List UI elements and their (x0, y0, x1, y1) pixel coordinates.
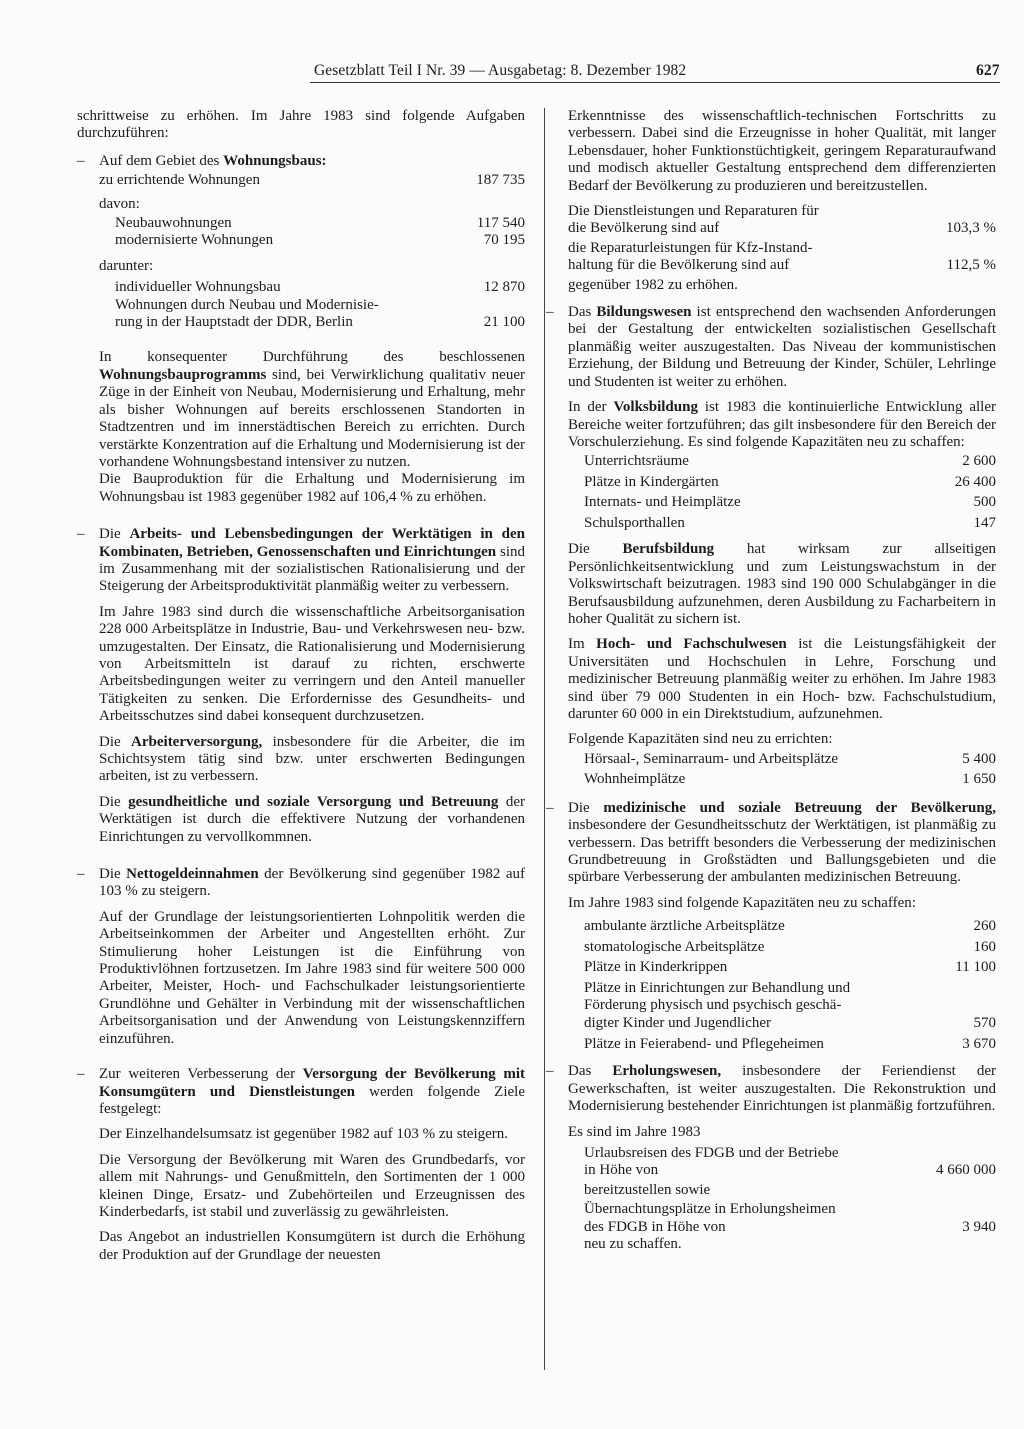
continuation-paragraph: Erkenntnisse des wissenschaftlich-technischen Fortschritts zu verbessern. Dabei sind die Erzeugnisse in hoher Qualität, mit langer Lebensdauer, hoher Funktionstüchtigkeit, geringem Reparaturaufwand und modisch aktueller Gestaltung entsprechend dem differenzierten Bedarf der Bevölkerung zu produzieren und bereitzustellen. (568, 108, 996, 194)
volksbildung-capacities (584, 451, 996, 533)
darunter-label: darunter: (99, 257, 154, 274)
wohnungsbau-paragraph: In konsequenter Durchführung des beschlossenen Wohnungsbauprogramms sind, bei Verwirklichung qualitativ neuer Züge in der Einheit von Neubau, Modernisierung und Erhaltung, mehr als bisher Wohnungen auf bereits erschlossenen Standorten in Stadtzentren und im innerstädtischen Bereich zu errichten. Durch verstärkte Konzentration auf die Erhaltung und Modernisierung ist der vorhandene Wohnungsbestand intensiver zu nutzen. (99, 349, 525, 470)
individuell-row: individueller Wohnungsbau 12 870 (115, 279, 525, 296)
section-dash: – (77, 526, 85, 543)
modernisiert-row: modernisierte Wohnungen 70 195 (115, 232, 525, 249)
wohnungen-total-row: zu errichtende Wohnungen 187 735 (99, 172, 525, 189)
erholung-capacities (584, 1145, 996, 1253)
dienstleistungen-row: Die Dienstleistungen und Reparaturen für die Bevölkerung sind auf 103,3 % (568, 203, 996, 237)
section-erholungswesen (546, 1063, 996, 1253)
bereitzustellen-text: bereitzustellen sowie (584, 1181, 711, 1198)
konsum-lead: Zur weiteren Verbesserung der Versorgung der Bevölkerung mit Konsumgütern und Dienstleistungen werden folgende Ziele festgelegt: (99, 1066, 526, 1117)
erholung-paragraph: Es sind im Jahre 1983 (568, 1123, 701, 1140)
capacity-row: Plätze in Feierabend- und Pflegeheimen 3 670 (584, 1035, 996, 1052)
capacity-row: Plätze in Kinderkrippen 11 100 (584, 959, 996, 976)
konsumgueter-paragraph: Das Angebot an industriellen Konsumgütern ist durch die Erhöhung der Produktion auf der Grundlage der neuesten (99, 1229, 525, 1263)
section-dash: – (77, 152, 85, 169)
header-title: Gesetzblatt Teil I Nr. 39 — Ausgabetag: 8. Dezember 1982 (314, 62, 687, 79)
capacity-row: ambulante ärztliche Arbeitsplätze 260 (584, 918, 996, 935)
capacity-row: Plätze in Einrichtungen zur Behandlung und Förderung physisch und psychisch geschä- digter Kinder und Jugendlicher 570 (584, 979, 996, 1031)
arbeit-paragraph-1: Im Jahre 1983 sind durch die wissenschaftliche Arbeitsorganisation 228 000 Arbeitsplätze in Industrie, Bau- und Verkehrswesen neu- bzw. umzugestalten. Der Einsatz, die Rationalisierung und Modernisierung von Arbeitsmitteln ist darauf zu richten, erschwerte Arbeitsbedingungen weiter zu verringern und den Anteil manueller Tätigkeiten zu senken. Die Erfordernisse des Gesundheits- und Arbeitsschutzes sind dabei konsequent durchzusetzen. (99, 603, 525, 725)
hochschulwesen-paragraph: Im Hoch- und Fachschulwesen ist die Leistungsfähigkeit der Universitäten und Hochschulen in Lehre, Forschung und medizinischer Betreuung planmäßig weiter zu erhöhen. Im Jahre 1983 sind über 79 000 Studenten in ein Hoch- bzw. Fachschulstudium, darunter 60 000 in ein Direktstudium, aufzunehmen. (568, 636, 996, 722)
volksbildung-paragraph: In der Volksbildung ist 1983 die kontinuierliche Entwicklung aller Bereiche weiter fortzuführen; das gilt insbesondere für den Bereich der Vorschulerziehung. Es sind folgende Kapazitäten neu zu schaffen: (568, 399, 996, 450)
capacity-row: Übernachtungsplätze in Erholungsheimen des FDGB in Höhe von 3 940 (584, 1201, 996, 1235)
kfz-tail: gegenüber 1982 zu erhöhen. (568, 276, 738, 293)
left-column (77, 108, 525, 1264)
column-separator (544, 108, 545, 1370)
med-paragraph: Im Jahre 1983 sind folgende Kapazitäten neu zu schaffen: (568, 894, 916, 911)
davon-label: davon: (99, 195, 140, 212)
section-konsumgueter (77, 1066, 525, 1264)
bildung-lead: Das Bildungswesen ist entsprechend den wachsenden Anforderungen bei der Gestaltung der entwickelten sozialistischen Gesellschaft planmäßig weiter auszugestalten. Das Niveau der kommunistischen Erziehung, der Bildung und Betreuung der Kinder, Schüler, Lehrlinge und Studenten ist weiter zu erhöhen. (568, 304, 996, 390)
einzelhandel-paragraph: Der Einzelhandelsumsatz ist gegenüber 1982 auf 103 % zu steigern. (99, 1126, 509, 1143)
neubau-row: Neubauwohnungen 117 540 (115, 215, 525, 232)
section-nettogeldeinnahmen (77, 866, 525, 1048)
header-rule (310, 82, 1000, 83)
netto-lead: Die Nettogeldeinnahmen der Bevölkerung sind gegenüber 1982 auf 103 % zu steigern. (99, 866, 525, 900)
med-lead: Die medizinische und soziale Betreuung der Bevölkerung, insbesondere der Gesundheitsschutz der Werktätigen, ist planmäßig zu verbessern. Das betrifft besonders die Verbesserung der medizinischen Grundbetreuung in Großstädten und Ballungsgebieten und die spürbare Verbesserung der ambulanten medizinischen Betreuung. (568, 799, 996, 886)
arbeiterversorgung-paragraph: Die Arbeiterversorgung, insbesondere für die Arbeiter, die im Schichtsystem tätig sind bzw. unter erschwerten Bedingungen arbeiten, ist zu verbessern. (99, 733, 525, 785)
wohnungsbau-lead: Auf dem Gebiet des Wohnungsbaus: (99, 152, 327, 169)
hochschul-capacities (584, 749, 996, 790)
section-dash: – (546, 799, 554, 816)
capacity-row: Hörsaal-, Seminarraum- und Arbeitsplätze 5 400 (584, 750, 996, 767)
intro-paragraph: schrittweise zu erhöhen. Im Jahre 1983 sind folgende Aufgaben durchzuführen: (77, 108, 525, 142)
capacity-row: Schulsporthallen 147 (584, 514, 996, 531)
arbeit-lead: Die Arbeits- und Lebensbedingungen der Werktätigen in den Kombinaten, Betrieben, Genossenschaften und Einrichtungen sind im Zusammenhang mit der sozialistischen Rationalisierung und der Steigerung der Arbeitsproduktivität planmäßig weiter zu verbessern. (99, 526, 525, 595)
gesundheit-paragraph: Die gesundheitliche und soziale Versorgung und Betreuung der Werktätigen ist durch die effektivere Nutzung der vorhandenen Einrichtungen zu vervollkommnen. (99, 793, 525, 845)
netto-paragraph: Auf der Grundlage der leistungsorientierten Lohnpolitik werden die Arbeitseinkommen der Arbeiter und Angestellten erhöht. Zur Stimulierung hoher Leistungen ist die Einführung von Produktivlöhnen fortzusetzen. Im Jahre 1983 sind für weitere 500 000 Arbeiter, Meister, Hoch- und Fachschulkader leistungsorientierte Grundlöhne und Gehälter in Verbindung mit der wissenschaftlichen Arbeitsorganisation und der Anwendung von Leistungskennziffern einzuführen. (99, 908, 525, 1047)
bauproduktion-paragraph: Die Bauproduktion für die Erhaltung und Modernisierung im Wohnungsbau ist 1983 gegenüber 1982 auf 106,4 % zu erhöhen. (99, 471, 525, 505)
section-dash: – (546, 304, 554, 321)
berufsbildung-paragraph: Die Berufsbildung hat wirksam zur allseitigen Persönlichkeitsentwicklung und zum Leistungswachstum in der Volkswirtschaft beizutragen. 1983 sind 190 000 Schulabgänger in die Berufsausbildung aufzunehmen, deren Ausbildung zu Facharbeitern in hoher Qualität zu sichern ist. (568, 541, 996, 627)
capacity-row: Urlaubsreisen des FDGB und der Betriebe in Höhe von 4 660 000 (584, 1144, 996, 1179)
capacity-row: Internats- und Heimplätze 500 (584, 494, 996, 511)
capacity-row: Plätze in Kindergärten 26 400 (584, 473, 996, 490)
section-arbeitsbedingungen (77, 526, 525, 846)
section-medizinische-betreuung (546, 800, 996, 1054)
right-column (546, 108, 996, 1253)
kfz-row: die Reparaturleistungen für Kfz-Instand- haltung für die Bevölkerung sind auf 112,5 % (568, 239, 996, 274)
folgende-kapazitaeten: Folgende Kapazitäten sind neu zu errichten: (568, 731, 833, 748)
erholung-lead: Das Erholungswesen, insbesondere der Feriendienst der Gewerkschaften, ist weiter auszugestalten. Die Rekonstruktion und Modernisierung bestehender Einrichtungen ist planmäßig fortzuführen. (568, 1063, 996, 1115)
capacity-row: Wohnheimplätze 1 650 (584, 771, 996, 788)
berlin-row: Wohnungen durch Neubau und Modernisie- rung in der Hauptstadt der DDR, Berlin 21 100 (115, 296, 525, 331)
section-dash: – (546, 1063, 554, 1080)
section-bildungswesen (546, 304, 996, 790)
section-wohnungsbau (77, 153, 525, 506)
grundbedarf-paragraph: Die Versorgung der Bevölkerung mit Waren des Grundbedarfs, vor allem mit Nahrungs- und Genußmitteln, den Sortimenten der 1 000 kleinen Dinge, Ersatz- und Zubehörteilen und Erzeugnissen des Kinderbedarfs, ist stabil und zuverlässig zu gewährleisten. (99, 1151, 525, 1220)
section-dash: – (77, 866, 85, 883)
med-capacities (584, 916, 996, 1053)
section-dash: – (77, 1066, 85, 1083)
neu-zu-schaffen-text: neu zu schaffen. (584, 1236, 682, 1252)
page-number: 627 (976, 62, 1000, 79)
capacity-row: stomatologische Arbeitsplätze 160 (584, 938, 996, 955)
capacity-row: Unterrichtsräume 2 600 (584, 453, 996, 470)
